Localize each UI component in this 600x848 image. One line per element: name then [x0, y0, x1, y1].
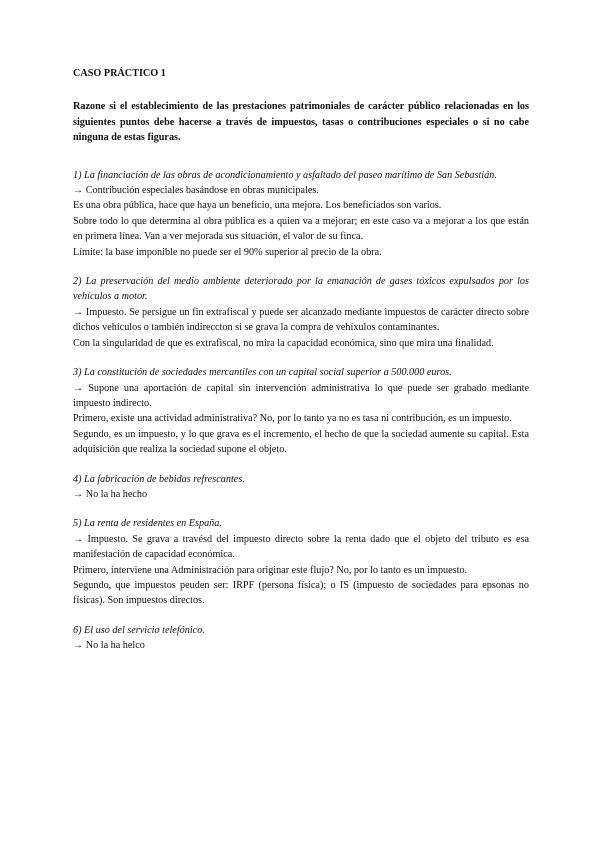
answer-line: Segundo, es un impuesto, y lo que grava es el incremento, el hecho de que la sociedad aumente su capital. Esta adquisición que realiza la sociedad supone el objeto.: [73, 428, 529, 456]
answer-line: Primero, existe una actividad administrativa? No, por lo tanto ya no es tasa ni contribución, es un impuesto.: [73, 413, 512, 425]
section-3: [73, 365, 529, 457]
answer-line: Segundo, que impuestos peuden ser: IRPF (persona física); o IS (impuesto de sociedades para epsonas no físicas). Son impuestos directos.: [73, 579, 529, 607]
answer-line: Sobre todo lo que determina al obra pública es a quien va a mejorar; en este caso va a mejorar a los que están en primera línea. Van a ver mejorada sus situación, el valor de su finca.: [73, 215, 529, 243]
answer-line: → Supone una aportación de capital sin intervención administrativa lo que puede ser grabado mediante impuesto indirecto.: [73, 382, 529, 409]
answer-line: → Contribución especiales basándose en obras municipales.: [73, 185, 319, 197]
question-6: 6) El uso del servicio telefónico.: [73, 624, 205, 636]
question-1: 1) La financiación de las obras de acondicionamiento y asfaltado del paseo marítimo de San Sebastián.: [73, 169, 497, 181]
answer-line: Primero, interviene una Administración para originar este flujo? No, por lo tanto es un impuesto.: [73, 564, 468, 576]
answer-line: Es una obra pública, hace que haya un beneficio, una mejora. Los beneficiados son varios.: [73, 200, 442, 212]
question-4: 4) La fabricación de bebidas refrescantes.: [73, 473, 245, 485]
section-5: [73, 516, 529, 608]
section-4: [73, 472, 529, 503]
question-3: 3) La constitución de sociedades mercantiles con un capital social superior a 500.000 euros.: [73, 367, 452, 379]
section-6: [73, 623, 529, 654]
answer-line: → Impuesto. Se grava a travésd del impuesto directo sobre la renta dado que el objeto del tributo es esa manifestación de capacidad económica.: [73, 533, 529, 561]
answer-line: Límite: la base imponible no puede ser el 90% superior al precio de la obra.: [73, 246, 382, 258]
answer-line: → No la ha hecho: [73, 488, 148, 500]
document-title: CASO PRÁCTICO 1: [73, 68, 166, 79]
document-content: [73, 66, 529, 668]
answer-line: Con la singularidad de que es extrafiscal, no mira la capacidad económica, sino que mira una finalidad.: [73, 337, 494, 349]
section-2: [73, 274, 529, 351]
question-5: 5) La renta de residentes en España.: [73, 518, 222, 530]
section-1: [73, 168, 529, 260]
answer-line: → No la ha helco: [73, 640, 145, 652]
question-2: 2) La preservación del medio ambiente deteriorado por la emanación de gases tóxicos expulsados por los vehículos a motor.: [73, 276, 529, 303]
exercise-statement: Razone si el establecimiento de las prestaciones patrimoniales de carácter público relacionadas en los siguientes puntos debe hacerse a través de impuestos, tasas o contribuciones especiales o si no cabe ninguna de estas figuras.: [73, 101, 529, 144]
answer-line: → Impuesto. Se persigue un fin extrafiscal y puede ser alcanzado mediante impuestos de carácter directo sobre dichos vehículos o también indireccton si se grava la compra de vehíxulos contaminantes.: [73, 306, 529, 334]
